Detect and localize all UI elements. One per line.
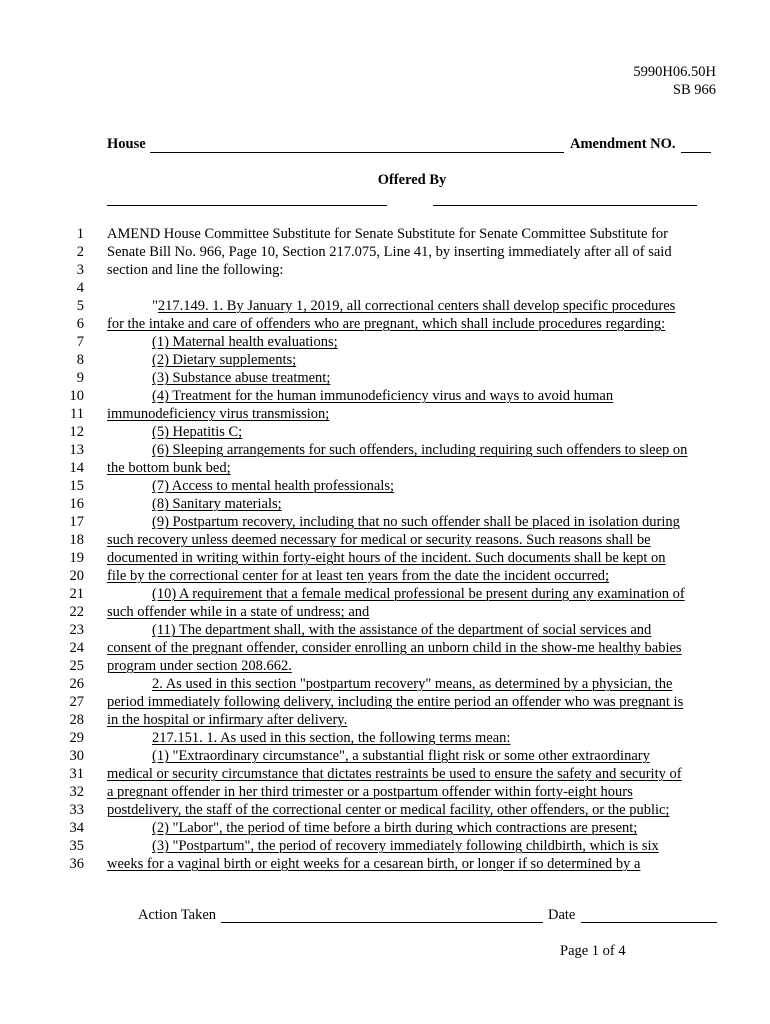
line-text: [152, 730, 510, 747]
line-text: [152, 388, 613, 405]
line-text: [152, 370, 330, 387]
document-line: [0, 388, 770, 406]
inserted-text: (1) Maternal health evaluations;: [152, 334, 338, 350]
line-text: [152, 496, 282, 513]
inserted-text: 217.151. 1. As used in this section, the following terms mean:: [152, 730, 511, 746]
line-number: 23: [69, 622, 84, 638]
offered-by-blank-line-right[interactable]: [433, 205, 697, 206]
line-text: [152, 514, 680, 531]
inserted-text: 217.149. 1. By January 1, 2019, all correctional centers shall develop specific procedures: [157, 298, 676, 314]
action-taken-label: Action Taken: [138, 907, 217, 923]
line-text: [152, 298, 675, 315]
line-number: 21: [69, 586, 84, 602]
line-number: 33: [69, 802, 84, 818]
line-text: [107, 406, 329, 423]
date-blank-line[interactable]: [581, 922, 717, 923]
page-number: Page 1 of 4: [560, 943, 626, 959]
line-text: [107, 856, 640, 873]
line-text: [152, 820, 637, 837]
bill-number: SB 966: [672, 82, 716, 98]
line-text: [107, 802, 669, 819]
inserted-text: (11) The department shall, with the assistance of the department of social services and: [152, 622, 652, 638]
document-line: [0, 550, 770, 568]
document-line: [0, 532, 770, 550]
line-text: [152, 424, 242, 441]
document-line: [0, 838, 770, 856]
line-number: 28: [69, 712, 84, 728]
line-number: 29: [69, 730, 84, 746]
inserted-text: such recovery unless deemed necessary for medical or security reasons. Such reasons shall be: [107, 532, 651, 548]
document-line: [0, 712, 770, 730]
inserted-text: (3) Substance abuse treatment;: [152, 370, 331, 386]
inserted-text: (3) "Postpartum", the period of recovery immediately following childbirth, which is six: [152, 838, 659, 854]
document-line: [0, 316, 770, 334]
line-number: 17: [69, 514, 84, 530]
line-number: 25: [69, 658, 84, 674]
line-text: [107, 784, 633, 801]
inserted-text: the bottom bunk bed;: [107, 460, 231, 476]
inserted-text: in the hospital or infirmary after delivery.: [107, 712, 348, 728]
document-line: [0, 244, 770, 262]
instruction-text: Senate Bill No. 966, Page 10, Section 217.075, Line 41, by inserting immediately after all of said: [107, 244, 672, 260]
line-text: [107, 550, 666, 567]
inserted-text: medical or security circumstance that dictates restraints be used to ensure the safety and security of: [107, 766, 682, 782]
offered-by-blank-line-left[interactable]: [107, 205, 387, 206]
action-taken-blank-line[interactable]: [221, 922, 543, 923]
opening-quote: ": [152, 298, 158, 314]
line-number: 26: [69, 676, 84, 692]
house-label: House: [107, 136, 146, 152]
line-text: [152, 352, 296, 369]
document-line: [0, 820, 770, 838]
line-number: 16: [69, 496, 84, 512]
inserted-text: 2. As used in this section "postpartum recovery" means, as determined by a physician, the: [152, 676, 673, 692]
instruction-text: AMEND House Committee Substitute for Senate Substitute for Senate Committee Substitute for: [107, 226, 669, 242]
inserted-text: period immediately following delivery, including the entire period an offender who was pregnant is: [107, 694, 684, 710]
inserted-text: (10) A requirement that a female medical professional be present during any examination of: [152, 586, 685, 602]
amendment-number-blank-line[interactable]: [681, 152, 711, 153]
document-line: [0, 352, 770, 370]
inserted-text: (7) Access to mental health professionals;: [152, 478, 395, 494]
line-text: [107, 604, 369, 621]
line-text: [107, 640, 682, 657]
line-number: 15: [69, 478, 84, 494]
document-line: [0, 406, 770, 424]
document-code: 5990H06.50H: [633, 64, 716, 80]
document-line: [0, 478, 770, 496]
line-text: [107, 532, 651, 549]
line-text: [107, 658, 292, 675]
line-number: 10: [69, 388, 84, 404]
inserted-text: postdelivery, the staff of the correctional center or medical facility, other offenders, or the public;: [107, 802, 670, 818]
inserted-text: weeks for a vaginal birth or eight weeks for a cesarean birth, or longer if so determined by a: [107, 856, 641, 872]
instruction-text: section and line the following:: [107, 262, 284, 278]
document-line: [0, 280, 770, 298]
line-text: [107, 766, 682, 783]
line-text: [107, 226, 668, 243]
line-number: 1: [76, 226, 84, 242]
line-number: 4: [76, 280, 84, 296]
line-number: 5: [76, 298, 84, 314]
document-line: [0, 640, 770, 658]
inserted-text: (9) Postpartum recovery, including that no such offender shall be placed in isolation during: [152, 514, 680, 530]
document-line: [0, 622, 770, 640]
inserted-text: for the intake and care of offenders who are pregnant, which shall include procedures regarding:: [107, 316, 666, 332]
document-line: [0, 676, 770, 694]
line-text: [107, 244, 672, 261]
house-blank-line[interactable]: [150, 152, 564, 153]
document-line: [0, 424, 770, 442]
inserted-text: (2) Dietary supplements;: [152, 352, 297, 368]
document-line: [0, 334, 770, 352]
document-line: [0, 460, 770, 478]
line-number: 3: [76, 262, 84, 278]
line-number: 19: [69, 550, 84, 566]
line-number: 24: [69, 640, 84, 656]
inserted-text: (5) Hepatitis C;: [152, 424, 243, 440]
inserted-text: documented in writing within forty-eight hours of the incident. Such documents shall be kept on: [107, 550, 666, 566]
line-number: 20: [69, 568, 84, 584]
inserted-text: consent of the pregnant offender, consider enrolling an unborn child in the show-me healthy babies: [107, 640, 682, 656]
line-text: [107, 694, 683, 711]
line-text: [152, 748, 650, 765]
line-number: 8: [76, 352, 84, 368]
line-number: 9: [76, 370, 84, 386]
line-text: [107, 316, 665, 333]
line-number: 34: [69, 820, 84, 836]
document-line: [0, 730, 770, 748]
inserted-text: a pregnant offender in her third trimester or a postpartum offender within forty-eight hours: [107, 784, 633, 800]
date-label: Date: [548, 907, 576, 923]
line-number: 32: [69, 784, 84, 800]
line-number: 14: [69, 460, 84, 476]
line-text: [152, 838, 659, 855]
line-text: [152, 676, 672, 693]
document-line: [0, 586, 770, 604]
line-number: 31: [69, 766, 84, 782]
inserted-text: (6) Sleeping arrangements for such offenders, including requiring such offenders to sleep on: [152, 442, 688, 458]
line-text: [152, 478, 394, 495]
document-line: [0, 802, 770, 820]
document-line: [0, 442, 770, 460]
line-number: 12: [69, 424, 84, 440]
line-number: 6: [76, 316, 84, 332]
line-text: [152, 334, 338, 351]
line-number: 30: [69, 748, 84, 764]
line-number: 36: [69, 856, 84, 872]
line-number: 27: [69, 694, 84, 710]
line-number: 18: [69, 532, 84, 548]
line-number: 13: [69, 442, 84, 458]
line-text: [107, 568, 609, 585]
line-number: 35: [69, 838, 84, 854]
inserted-text: (2) "Labor", the period of time before a birth during which contractions are present;: [152, 820, 638, 836]
document-line: [0, 568, 770, 586]
line-text: [107, 262, 283, 279]
document-line: [0, 856, 770, 874]
document-line: [0, 262, 770, 280]
document-line: [0, 784, 770, 802]
line-text: [107, 712, 347, 729]
line-text: [152, 622, 651, 639]
inserted-text: (8) Sanitary materials;: [152, 496, 282, 512]
document-line: [0, 604, 770, 622]
document-line: [0, 514, 770, 532]
offered-by-label: Offered By: [377, 172, 447, 188]
inserted-text: (4) Treatment for the human immunodeficiency virus and ways to avoid human: [152, 388, 614, 404]
document-line: [0, 298, 770, 316]
document-line: [0, 658, 770, 676]
line-number: 2: [76, 244, 84, 260]
inserted-text: immunodeficiency virus transmission;: [107, 406, 330, 422]
document-line: [0, 766, 770, 784]
document-line: [0, 496, 770, 514]
document-line: [0, 370, 770, 388]
document-line: [0, 748, 770, 766]
line-text: [107, 460, 231, 477]
inserted-text: file by the correctional center for at least ten years from the date the incident occurred;: [107, 568, 610, 584]
line-number: 22: [69, 604, 84, 620]
amendment-number-label: Amendment NO.: [570, 136, 676, 152]
line-text: [152, 586, 685, 603]
line-text: [152, 442, 687, 459]
inserted-text: such offender while in a state of undress; and: [107, 604, 370, 620]
document-line: [0, 694, 770, 712]
line-number: 7: [76, 334, 84, 350]
inserted-text: program under section 208.662.: [107, 658, 292, 674]
inserted-text: (1) "Extraordinary circumstance", a substantial flight risk or some other extraordinary: [152, 748, 650, 764]
line-number: 11: [70, 406, 84, 422]
document-line: [0, 226, 770, 244]
